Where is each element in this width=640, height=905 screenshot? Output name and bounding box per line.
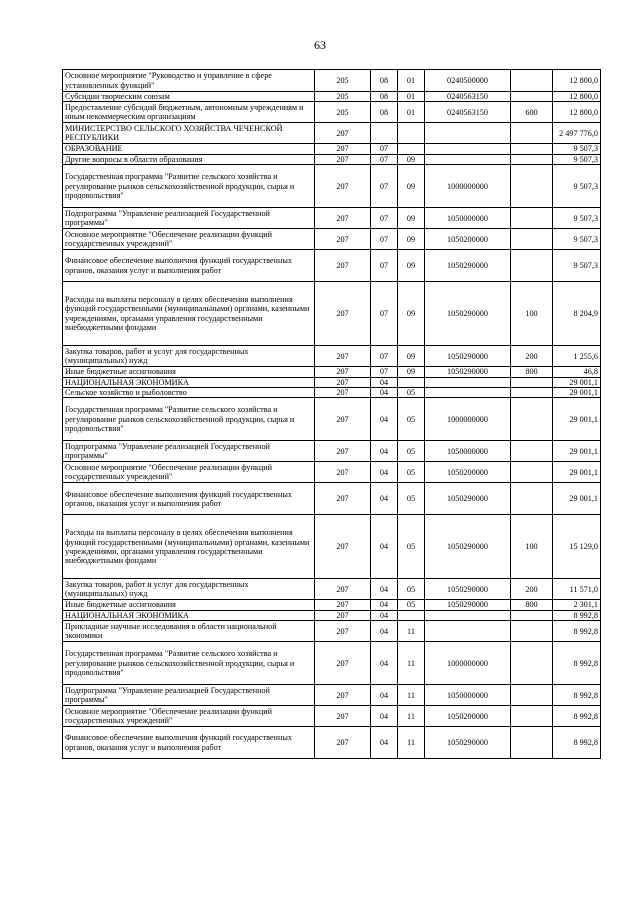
table-row: [63, 154, 601, 164]
row-expense-type: [511, 642, 553, 685]
row-section: 04: [371, 610, 398, 620]
row-amount: 8 204,9: [553, 282, 601, 346]
table-row: [63, 600, 601, 610]
table-row: [63, 229, 601, 250]
table-row: [63, 346, 601, 367]
row-subsection: 01: [398, 102, 425, 123]
row-name: Основное мероприятие "Обеспечение реализации функций государственных учреждений": [63, 706, 315, 727]
row-section: 04: [371, 727, 398, 759]
row-name: Государственная программа "Развитие сельского хозяйства и регулирование рынков сельскохозяйственной продукции, сырья и продовольствия": [63, 642, 315, 685]
row-amount: 29 001,1: [553, 388, 601, 398]
row-name: Основное мероприятие "Руководство и управление в сфере установленных функций": [63, 70, 315, 92]
row-section: 04: [371, 642, 398, 685]
row-subsection: 09: [398, 229, 425, 250]
budget-table: [62, 69, 601, 759]
row-amount: 29 001,1: [553, 377, 601, 387]
row-code: 207: [315, 165, 371, 208]
row-name: Прикладные научные исследования в области национальной экономики: [63, 621, 315, 642]
row-target-code: [425, 144, 511, 154]
row-subsection: 05: [398, 600, 425, 610]
row-section: 07: [371, 229, 398, 250]
row-amount: 8 992,8: [553, 727, 601, 759]
row-code: 207: [315, 250, 371, 282]
row-code: 207: [315, 144, 371, 154]
row-expense-type: [511, 727, 553, 759]
row-amount: 8 992,8: [553, 706, 601, 727]
row-expense-type: [511, 208, 553, 229]
row-code: 207: [315, 377, 371, 387]
row-amount: 2 301,1: [553, 600, 601, 610]
row-expense-type: [511, 706, 553, 727]
row-subsection: 09: [398, 282, 425, 346]
table-row: [63, 483, 601, 515]
row-expense-type: [511, 144, 553, 154]
row-section: 04: [371, 398, 398, 441]
row-name: МИНИСТЕРСТВО СЕЛЬСКОГО ХОЗЯЙСТВА ЧЕЧЕНСКОЙ РЕСПУБЛИКИ: [63, 123, 315, 144]
table-row: [63, 70, 601, 92]
row-code: 207: [315, 154, 371, 164]
row-target-code: 1050290000: [425, 483, 511, 515]
row-name: Иные бюджетные ассигнования: [63, 367, 315, 377]
row-expense-type: [511, 123, 553, 144]
row-code: 207: [315, 398, 371, 441]
row-section: 04: [371, 600, 398, 610]
row-section: [371, 123, 398, 144]
row-code: 207: [315, 388, 371, 398]
row-expense-type: 200: [511, 579, 553, 600]
row-code: 207: [315, 462, 371, 483]
row-subsection: [398, 377, 425, 387]
row-code: 207: [315, 727, 371, 759]
row-section: 08: [371, 70, 398, 92]
row-target-code: 1050000000: [425, 208, 511, 229]
row-amount: 12 800,0: [553, 70, 601, 92]
table-row: [63, 727, 601, 759]
row-expense-type: [511, 621, 553, 642]
row-code: 207: [315, 706, 371, 727]
row-target-code: 0240563150: [425, 92, 511, 102]
table-row: [63, 515, 601, 579]
row-target-code: 1050290000: [425, 250, 511, 282]
row-expense-type: [511, 388, 553, 398]
row-subsection: 05: [398, 579, 425, 600]
row-expense-type: [511, 250, 553, 282]
row-section: 04: [371, 579, 398, 600]
row-amount: 8 992,8: [553, 610, 601, 620]
row-subsection: 05: [398, 441, 425, 462]
row-code: 207: [315, 610, 371, 620]
row-code: 205: [315, 102, 371, 123]
row-subsection: 01: [398, 92, 425, 102]
row-name: Субсидии творческим союзам: [63, 92, 315, 102]
table-row: [63, 144, 601, 154]
row-subsection: [398, 123, 425, 144]
row-amount: 9 507,3: [553, 144, 601, 154]
row-expense-type: [511, 441, 553, 462]
row-expense-type: [511, 92, 553, 102]
row-subsection: 09: [398, 250, 425, 282]
row-expense-type: [511, 685, 553, 706]
row-expense-type: [511, 229, 553, 250]
row-expense-type: [511, 165, 553, 208]
row-subsection: 11: [398, 685, 425, 706]
row-section: 04: [371, 441, 398, 462]
row-code: 207: [315, 123, 371, 144]
row-amount: 11 571,0: [553, 579, 601, 600]
row-amount: 1 255,6: [553, 346, 601, 367]
row-subsection: 11: [398, 642, 425, 685]
row-name: Финансовое обеспечение выполнения функций государственных органов, оказания услуг и выполнения работ: [63, 250, 315, 282]
row-name: НАЦИОНАЛЬНАЯ ЭКОНОМИКА: [63, 377, 315, 387]
table-row: [63, 102, 601, 123]
row-subsection: 09: [398, 346, 425, 367]
row-subsection: [398, 610, 425, 620]
row-subsection: 09: [398, 367, 425, 377]
row-amount: 9 507,3: [553, 165, 601, 208]
row-amount: 15 129,0: [553, 515, 601, 579]
row-amount: 9 507,3: [553, 229, 601, 250]
table-row: [63, 367, 601, 377]
row-target-code: [425, 154, 511, 164]
row-section: 04: [371, 462, 398, 483]
table-row: [63, 282, 601, 346]
row-section: 07: [371, 144, 398, 154]
row-code: 207: [315, 621, 371, 642]
row-code: 207: [315, 685, 371, 706]
row-section: 04: [371, 515, 398, 579]
row-amount: 9 507,3: [553, 208, 601, 229]
row-target-code: [425, 621, 511, 642]
row-expense-type: [511, 483, 553, 515]
row-target-code: 1050290000: [425, 727, 511, 759]
row-amount: 8 992,8: [553, 642, 601, 685]
row-target-code: 1050000000: [425, 441, 511, 462]
row-subsection: 11: [398, 727, 425, 759]
row-name: Закупка товаров, работ и услуг для государственных (муниципальных) нужд: [63, 579, 315, 600]
row-code: 207: [315, 208, 371, 229]
row-subsection: 09: [398, 154, 425, 164]
row-name: Финансовое обеспечение выполнения функций государственных органов, оказания услуг и выполнения работ: [63, 727, 315, 759]
row-expense-type: 200: [511, 346, 553, 367]
row-target-code: 1000000000: [425, 165, 511, 208]
row-subsection: 09: [398, 208, 425, 229]
row-expense-type: [511, 377, 553, 387]
row-target-code: [425, 610, 511, 620]
row-code: 207: [315, 579, 371, 600]
row-section: 04: [371, 377, 398, 387]
row-target-code: 1050200000: [425, 706, 511, 727]
row-target-code: 1050290000: [425, 346, 511, 367]
row-code: 207: [315, 367, 371, 377]
row-subsection: 05: [398, 388, 425, 398]
table-row: [63, 579, 601, 600]
row-name: Подпрограмма "Управление реализацией Государственной программы": [63, 685, 315, 706]
row-target-code: 1000000000: [425, 642, 511, 685]
table-row: [63, 92, 601, 102]
row-name: Закупка товаров, работ и услуг для государственных (муниципальных) нужд: [63, 346, 315, 367]
row-code: 207: [315, 515, 371, 579]
row-amount: 9 507,3: [553, 250, 601, 282]
row-subsection: 05: [398, 398, 425, 441]
row-name: НАЦИОНАЛЬНАЯ ЭКОНОМИКА: [63, 610, 315, 620]
table-row: [63, 377, 601, 387]
row-expense-type: 800: [511, 600, 553, 610]
row-name: Основное мероприятие "Обеспечение реализации функций государственных учреждений": [63, 229, 315, 250]
row-amount: 46,8: [553, 367, 601, 377]
row-amount: 12 800,0: [553, 102, 601, 123]
row-amount: 9 507,3: [553, 154, 601, 164]
row-section: 07: [371, 367, 398, 377]
row-code: 207: [315, 600, 371, 610]
row-name: Финансовое обеспечение выполнения функций государственных органов, оказания услуг и выполнения работ: [63, 483, 315, 515]
row-expense-type: [511, 154, 553, 164]
row-subsection: 05: [398, 462, 425, 483]
row-name: Подпрограмма "Управление реализацией Государственной программы": [63, 208, 315, 229]
row-expense-type: [511, 610, 553, 620]
row-expense-type: 800: [511, 367, 553, 377]
row-subsection: 05: [398, 515, 425, 579]
row-section: 07: [371, 282, 398, 346]
row-name: Государственная программа "Развитие сельского хозяйства и регулирование рынков сельскохозяйственной продукции, сырья и продовольствия": [63, 398, 315, 441]
row-section: 07: [371, 154, 398, 164]
table-row: [63, 441, 601, 462]
row-subsection: 11: [398, 621, 425, 642]
table-row: [63, 123, 601, 144]
row-name: Предоставление субсидий бюджетным, автономным учреждениям и иным некоммерческим организациям: [63, 102, 315, 123]
row-subsection: 05: [398, 483, 425, 515]
row-subsection: 11: [398, 706, 425, 727]
table-row: [63, 388, 601, 398]
row-name: Расходы на выплаты персоналу в целях обеспечения выполнения функций государственными (муниципальными) органами, казенными учреждениями, органами управления государственными внебюджетными фондами: [63, 515, 315, 579]
row-target-code: 1050290000: [425, 515, 511, 579]
row-name: Расходы на выплаты персоналу в целях обеспечения выполнения функций государственными (муниципальными) органами, казенными учреждениями, органами управления государственными внебюджетными фондами: [63, 282, 315, 346]
row-expense-type: 600: [511, 102, 553, 123]
row-section: 07: [371, 346, 398, 367]
row-target-code: 1050290000: [425, 367, 511, 377]
row-amount: 29 001,1: [553, 441, 601, 462]
row-target-code: 1050290000: [425, 282, 511, 346]
row-target-code: 0240500000: [425, 70, 511, 92]
row-name: Другие вопросы в области образования: [63, 154, 315, 164]
row-target-code: [425, 123, 511, 144]
page-number: 63: [314, 38, 326, 52]
row-code: 207: [315, 282, 371, 346]
row-section: 04: [371, 621, 398, 642]
row-code: 205: [315, 92, 371, 102]
table-row: [63, 610, 601, 620]
row-code: 207: [315, 483, 371, 515]
table-row: [63, 398, 601, 441]
row-code: 205: [315, 70, 371, 92]
table-row: [63, 642, 601, 685]
row-target-code: 0240563150: [425, 102, 511, 123]
row-section: 07: [371, 250, 398, 282]
row-expense-type: [511, 462, 553, 483]
table-row: [63, 250, 601, 282]
row-amount: 29 001,1: [553, 462, 601, 483]
row-target-code: 1050200000: [425, 229, 511, 250]
table-row: [63, 621, 601, 642]
row-section: 08: [371, 92, 398, 102]
row-amount: 29 001,1: [553, 398, 601, 441]
table-row: [63, 462, 601, 483]
row-code: 207: [315, 229, 371, 250]
row-section: 04: [371, 685, 398, 706]
row-name: Подпрограмма "Управление реализацией Государственной программы": [63, 441, 315, 462]
row-subsection: 01: [398, 70, 425, 92]
row-name: Государственная программа "Развитие сельского хозяйства и регулирование рынков сельскохозяйственной продукции, сырья и продовольствия": [63, 165, 315, 208]
row-code: 207: [315, 642, 371, 685]
row-section: 04: [371, 706, 398, 727]
row-target-code: 1050000000: [425, 685, 511, 706]
row-amount: 8 992,8: [553, 621, 601, 642]
row-name: Иные бюджетные ассигнования: [63, 600, 315, 610]
row-expense-type: 100: [511, 282, 553, 346]
row-code: 207: [315, 346, 371, 367]
table-row: [63, 706, 601, 727]
row-amount: 12 800,0: [553, 92, 601, 102]
row-section: 04: [371, 483, 398, 515]
row-section: 07: [371, 165, 398, 208]
row-subsection: [398, 144, 425, 154]
row-subsection: 09: [398, 165, 425, 208]
table-row: [63, 208, 601, 229]
row-target-code: 1050200000: [425, 462, 511, 483]
row-amount: 2 497 776,0: [553, 123, 601, 144]
row-expense-type: [511, 398, 553, 441]
row-target-code: 1050290000: [425, 579, 511, 600]
row-name: Сельское хозяйство и рыболовство: [63, 388, 315, 398]
row-amount: 8 992,8: [553, 685, 601, 706]
row-amount: 29 001,1: [553, 483, 601, 515]
row-target-code: [425, 377, 511, 387]
row-name: Основное мероприятие "Обеспечение реализации функций государственных учреждений": [63, 462, 315, 483]
row-name: ОБРАЗОВАНИЕ: [63, 144, 315, 154]
row-expense-type: 100: [511, 515, 553, 579]
row-target-code: 1050290000: [425, 600, 511, 610]
row-section: 04: [371, 388, 398, 398]
row-section: 07: [371, 208, 398, 229]
row-expense-type: [511, 70, 553, 92]
row-target-code: 1000000000: [425, 398, 511, 441]
row-target-code: [425, 388, 511, 398]
table-row: [63, 165, 601, 208]
table-row: [63, 685, 601, 706]
row-code: 207: [315, 441, 371, 462]
row-section: 08: [371, 102, 398, 123]
